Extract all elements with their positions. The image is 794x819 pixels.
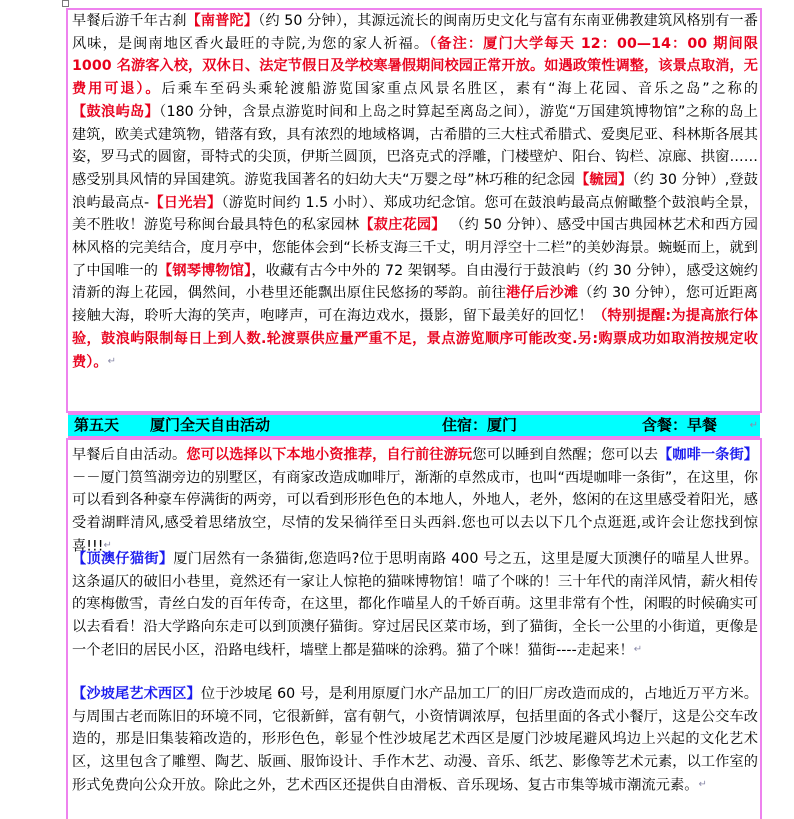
paragraph-mark-icon: ↵ [633, 643, 643, 655]
text-run: 早餐后自由活动。 [72, 447, 187, 463]
attraction-cat-street: 【顶澳仔猫街】 [72, 551, 174, 567]
text-run: （约 30 分钟），您可近距离接触大海，聆听大海的笑声，咆哮声，可在海边戏水，摄影，留下最美好的回忆！ [72, 285, 758, 325]
text-run: －－厦门筼筜湖旁边的别墅区，有商家改造成咖啡厅，渐渐的卓然成市，也叫“西堤咖啡一条街”，在这里，你可以看到各种豪车停满街的两旁，可以看到形形色色的本地人，外地人，老外，悠闲的在这里感受着阳光，感受着湖畔清风,感受着思绪放空，尽情的发呆徜徉至日头西斜.您也可以去以下几个点逛逛,或许会让您找到惊喜!!! [72, 469, 758, 555]
text-run: （180 分钟，含景点游览时间和上岛之时算起至离岛之间），游览“万国建筑博物馆”之称的岛上建筑，欧美式建筑物，错落有致，具有浓烈的地域格调，古希腊的三大柱式希腊式、爱奥尼亚、科林斯各展其姿，罗马式的圆窗，哥特式的尖顶，伊斯兰圆顶，巴洛克式的浮雕，门楼壁炉、阳台、钩栏、凉廊、拱窗……感受别具风情的异国建筑。游览我国著名的妇幼大夫“万婴之母”林巧稚的纪念园 [72, 103, 758, 188]
xiamen-university-note: （备注：厦门大学每天 12：00—14：00 期间限 1000 名游客入校，双休日、法定节假日及学校寒暑假期间校园正常开放。如遇政策性调整，该景点取消，无费用可退）。 [72, 35, 758, 98]
attraction-gulangyu: 【鼓浪屿岛】 [72, 103, 160, 120]
text-run: 后乘车至码头乘轮渡船游览国家重点风景名胜区，素有“海上花园、音乐之岛”之称的 [161, 81, 759, 98]
text-run: 早餐后游千年古刹 [72, 13, 187, 29]
text-run: 您可以睡到自然醒；您可以去 [472, 447, 658, 463]
gulangyu-special-note: （特别提醒:为提高旅行体验，鼓浪屿限制每日上到人数.轮渡票供应量严重不足，景点游览顺序可能改变.另:购票成功如取消按规定收费）。 [72, 308, 758, 370]
page-corner-marker [62, 0, 69, 7]
text-run: （约 50 分钟），其源远流长的闽南历史文化与富有东南亚佛教建筑风格别有一番风味，是闽南地区香火最旺的寺院,为您的家人祈福。 [72, 13, 758, 52]
paragraph-mark-icon: ↵ [107, 355, 117, 367]
day-meals: 含餐：早餐 [642, 416, 718, 434]
attraction-riguangyan: 【日光岩】 [149, 194, 222, 211]
text-run: （约 30 分钟）,登鼓浪屿最高点- [72, 171, 758, 211]
attraction-shapowei-art-district: 【沙坡尾艺术西区】 [72, 686, 201, 702]
recommendation-tip: 您可以选择以下本地小资推荐，自行前往游玩 [186, 447, 473, 463]
attraction-coffee-street: 【咖啡一条街】 [658, 447, 758, 463]
day4-paragraph [72, 10, 758, 374]
attraction-nanputuo: 【南普陀】 [186, 13, 259, 29]
art-district-paragraph [72, 683, 758, 797]
day5-intro-paragraph [72, 444, 758, 558]
text-run: 位于沙坡尾 60 号，是利用原厦门水产品加工厂的旧厂房改造而成的，占地近万平方米。与周围古老而陈旧的环境不同，它很新鲜，富有朝气，小资情调浓厚，包括里面的各式小餐厅，这是公交车改造的，那是旧集装箱改造的，形形色色，彰显个性沙坡尾艺术西区是厦门沙坡尾避风坞边上兴起的文化艺术区，这里包含了雕塑、陶艺、版画、服饰设计、手作木艺、动漫、音乐、纸艺、影像等艺术元素，以工作室的形式免费向公众开放。除此之外，艺术西区还提供自由滑板、音乐现场、复古市集等城市潮流元素。 [72, 686, 759, 794]
attraction-gangzaihou-beach: 港仔后沙滩 [506, 285, 579, 302]
day-accommodation: 住宿：厦门 [442, 416, 518, 434]
text-run: 厦门居然有一条猫街,您造吗?位于思明南路 400 号之五，这里是厦大顶澳仔的喵星人世界。这条逼仄的破旧小巷里，竟然还有一家让人惊艳的猫咪博物馆！喵了个咪的！三十年代的南洋风情，薪火相传的寒梅傲雪，青丝白发的百年传奇，在这里，都化作喵星人的千娇百萌。这里非常有个性，闲暇的时候确实可以去看看！沿大学路向东走可以到顶澳仔猫街。穿过居民区菜市场，到了猫街，全长一公里的小街道，更像是一个老旧的居民小区，沿路电线杆，墙壁上都是猫咪的涂鸦。猫了个咪！猫街----走起来！ [72, 551, 758, 659]
text-run: （约 50 分钟）、感受中国古典园林艺术和西方园林风格的完美结合，度月亭中，您能体会到“长桥支海三千丈，明月浮空十二栏”的美妙海景。蜿蜒而上，就到了中国唯一的 [72, 217, 758, 279]
day-label: 第五天 [74, 416, 120, 434]
day-title: 厦门全天自由活动 [150, 416, 271, 434]
cat-street-paragraph [72, 548, 758, 662]
attraction-piano-museum: 【钢琴博物馆】 [158, 262, 252, 279]
paragraph-mark-icon: ↵ [103, 539, 112, 551]
text-run: （游览时间约 1.5 小时）、郑成功纪念馆。您可在鼓浪屿最高点俯瞰整个鼓浪屿全景，美不胜收！游览号称闽台最具特色的私家园林 [72, 194, 758, 234]
attraction-shuzhuang-garden: 【菽庄花园】 [359, 217, 446, 234]
paragraph-mark-icon: ↵ [698, 778, 707, 790]
text-run: ，收藏有古今中外的 72 架钢琴。自由漫行于鼓浪屿（约 30 分钟），感受这婉约清新的海上花园，偶然间，小巷里还能飘出原住民悠扬的琴韵。前往 [72, 262, 758, 302]
paragraph-mark-icon: ↵ [749, 420, 758, 431]
day5-header-bar [68, 413, 760, 438]
attraction-yuyuan: 【毓园】 [575, 171, 633, 188]
